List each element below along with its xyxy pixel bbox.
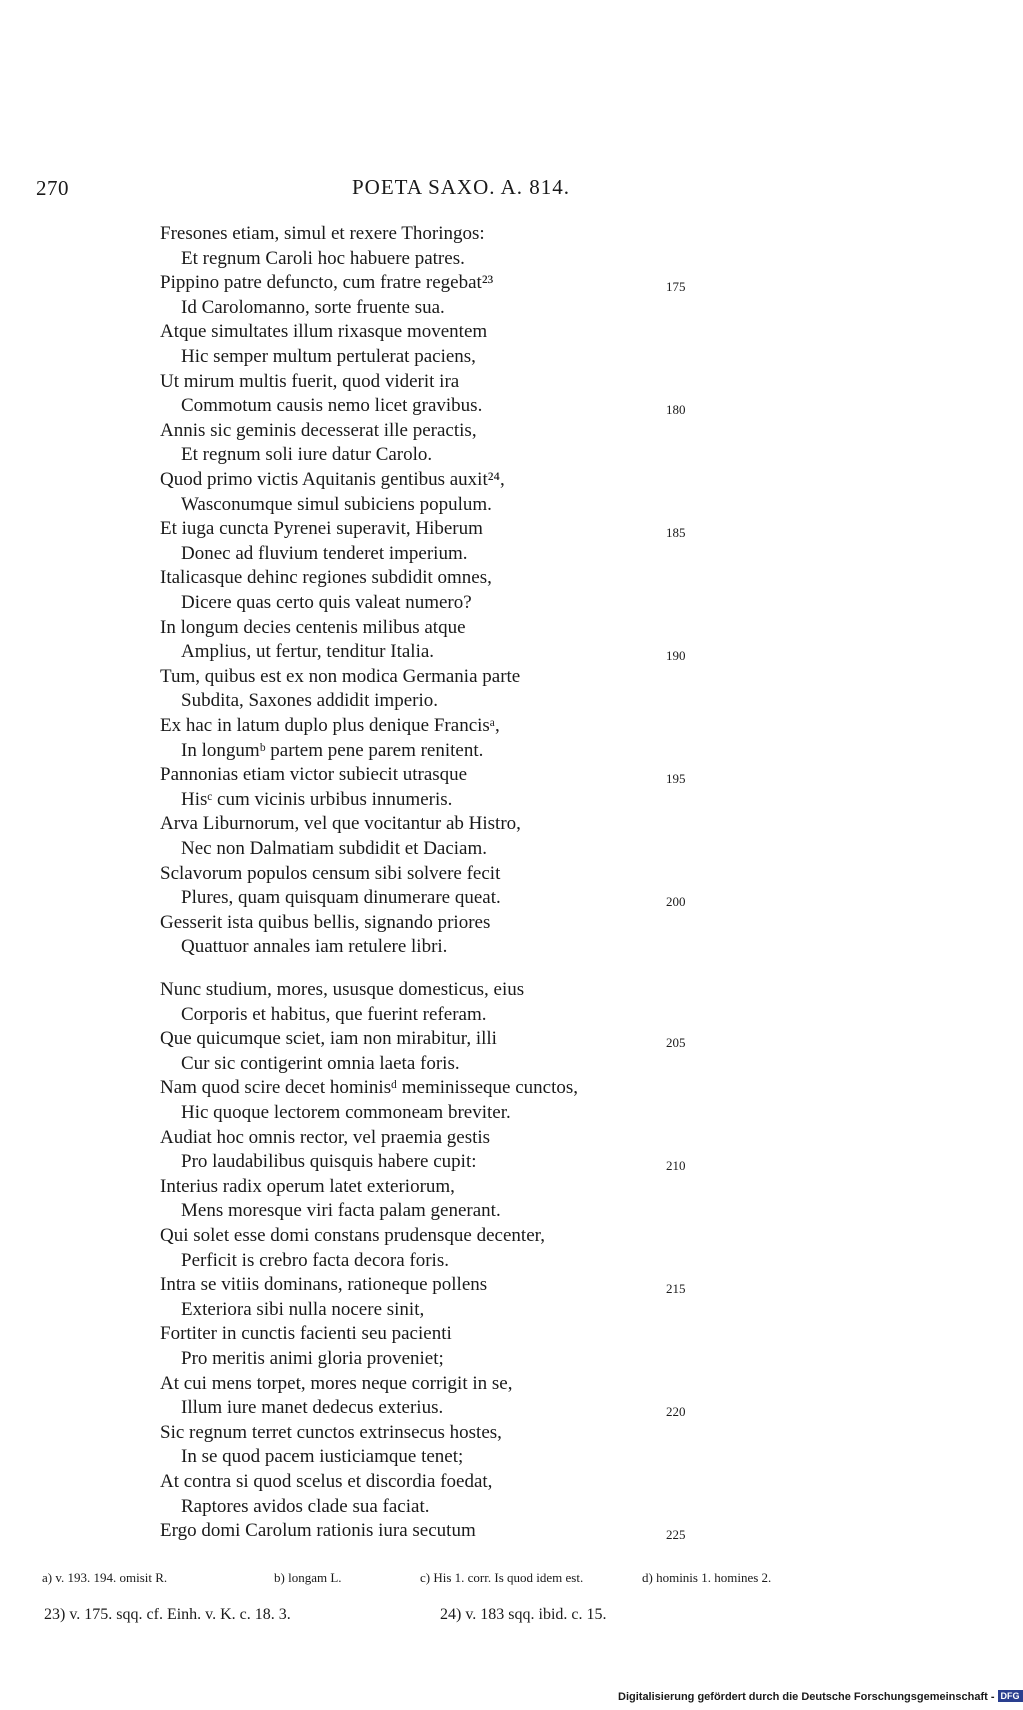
- verse-text: In longum decies centenis milibus atque: [160, 616, 466, 638]
- verse-text: Annis sic geminis decesserat ille peractis,: [160, 419, 477, 441]
- verse-text: Sic regnum terret cunctos extrinsecus hostes,: [160, 1421, 502, 1443]
- verse-text: At cui mens torpet, mores neque corrigit in se,: [160, 1372, 513, 1394]
- verse-text: Atque simultates illum rixasque moventem: [160, 321, 488, 343]
- verse-text: Exteriora sibi nulla nocere sinit,: [181, 1298, 425, 1320]
- verse-text: Pro meritis animi gloria proveniet;: [181, 1348, 444, 1369]
- verse-text: Pro laudabilibus quisquis habere cupit:: [181, 1151, 477, 1173]
- verse-text: Donec ad fluvium tenderet imperium.: [181, 542, 468, 564]
- verse-text: Quod primo victis Aquitanis gentibus auxit²⁴,: [160, 469, 505, 490]
- verse-text: Subdita, Saxones addidit imperio.: [181, 690, 439, 712]
- verse-text: Amplius, ut fertur, tenditur Italia.: [181, 641, 435, 663]
- line-number: 220: [666, 1404, 686, 1420]
- footnote-a: a) v. 193. 194. omisit R.: [42, 1570, 168, 1585]
- page-number: 270: [36, 176, 69, 200]
- verse-text: Hic semper multum pertulerat paciens,: [181, 346, 476, 367]
- verse-text: Ut mirum multis fuerit, quod viderit ira: [160, 370, 460, 392]
- verse-text: Mens moresque viri facta palam generant.: [181, 1200, 501, 1222]
- footnote-b: b) longam L.: [274, 1570, 342, 1585]
- verse-text: Ergo domi Carolum rationis iura secutum: [160, 1520, 476, 1542]
- verse-text: Interius radix operum latet exteriorum,: [160, 1175, 455, 1197]
- footnote-c: c) His 1. corr. Is quod idem est.: [420, 1570, 584, 1585]
- verse-text: Italicasque dehinc regiones subdidit omnes,: [160, 567, 492, 589]
- verse-text: Corporis et habitus, que fuerint referam.: [181, 1003, 487, 1025]
- line-number: 215: [666, 1281, 686, 1297]
- digitization-credit: [618, 1690, 1023, 1703]
- verse-text: Audiat hoc omnis rector, vel praemia gestis: [160, 1126, 491, 1148]
- verse-text: Dicere quas certo quis valeat numero?: [181, 592, 472, 613]
- verse-text: Illum iure manet dedecus exterius.: [181, 1397, 444, 1419]
- verse-text: Et regnum Caroli hoc habuere patres.: [181, 247, 465, 269]
- verse-text: Raptores avidos clade sua faciat.: [181, 1495, 430, 1517]
- verse-text: Nunc studium, mores, ususque domesticus, eius: [160, 979, 525, 1000]
- line-number: 180: [666, 402, 686, 418]
- verse-text: At contra si quod scelus et discordia foedat,: [160, 1471, 493, 1492]
- line-number: 185: [666, 525, 686, 541]
- verse-text: Et regnum soli iure datur Carolo.: [181, 444, 433, 466]
- verse-text: Intra se vitiis dominans, rationeque pollens: [160, 1274, 488, 1296]
- dfg-logo-icon: DFG: [998, 1690, 1023, 1702]
- verse-text: Sclavorum populos censum sibi solvere fecit: [160, 862, 501, 884]
- verse-text: Tum, quibus est ex non modica Germania parte: [160, 665, 521, 687]
- verse-text: Hisᶜ cum vicinis urbibus innumeris.: [181, 788, 453, 810]
- credit-text: Digitalisierung gefördert durch die Deutsche Forschungsgemeinschaft -: [618, 1691, 995, 1703]
- verse-text: Commotum causis nemo licet gravibus.: [181, 395, 483, 417]
- line-number: 205: [666, 1035, 686, 1051]
- verse-text: Id Carolomanno, sorte fruente sua.: [181, 296, 445, 318]
- verse-text: In se quod pacem iusticiamque tenet;: [181, 1446, 464, 1468]
- verse-text: Ex hac in latum duplo plus denique Francisᵃ,: [160, 715, 500, 736]
- verse-text: Quattuor annales iam retulere libri.: [181, 936, 448, 958]
- verse-text: Pannonias etiam victor subiecit utrasque: [160, 764, 468, 786]
- line-number: 225: [666, 1527, 686, 1543]
- line-number: 190: [666, 648, 686, 664]
- footnote-23: 23) v. 175. sqq. cf. Einh. v. K. c. 18. 3.: [44, 1606, 291, 1623]
- verse-text: Wasconumque simul subiciens populum.: [181, 493, 492, 515]
- line-number: 210: [666, 1158, 686, 1174]
- line-number: 195: [666, 771, 686, 787]
- line-number: 200: [666, 894, 686, 910]
- verse-text: In longumᵇ partem pene parem renitent.: [181, 739, 484, 761]
- verse-text: Cur sic contigerint omnia laeta foris.: [181, 1052, 460, 1074]
- verse-text: Nam quod scire decet hominisᵈ meminisseque cunctos,: [160, 1077, 579, 1099]
- verse-text: Hic quoque lectorem commoneam breviter.: [181, 1102, 511, 1123]
- line-number: 175: [666, 279, 686, 295]
- verse-text: Fortiter in cunctis facienti seu pacienti: [160, 1323, 452, 1345]
- verse-text: Qui solet esse domi constans prudensque decenter,: [160, 1225, 545, 1246]
- verse-text: Perficit is crebro facta decora foris.: [181, 1249, 449, 1271]
- verse-text: Fresones etiam, simul et rexere Thoringos:: [160, 223, 485, 244]
- verse-text: Et iuga cuncta Pyrenei superavit, Hiberum: [160, 518, 483, 540]
- footnote-d: d) hominis 1. homines 2.: [642, 1570, 772, 1585]
- verse-text: Pippino patre defuncto, cum fratre regebat²³: [160, 272, 494, 294]
- running-head: POETA SAXO. A. 814.: [352, 175, 571, 199]
- footnote-24: 24) v. 183 sqq. ibid. c. 15.: [440, 1606, 607, 1623]
- verse-text: Que quicumque sciet, iam non mirabitur, illi: [160, 1028, 497, 1050]
- verse-text: Gesserit ista quibus bellis, signando priores: [160, 911, 491, 933]
- verse-text: Arva Liburnorum, vel que vocitantur ab Histro,: [160, 813, 521, 835]
- verse-text: Nec non Dalmatiam subdidit et Daciam.: [181, 838, 488, 859]
- verse-text: Plures, quam quisquam dinumerare queat.: [181, 887, 501, 909]
